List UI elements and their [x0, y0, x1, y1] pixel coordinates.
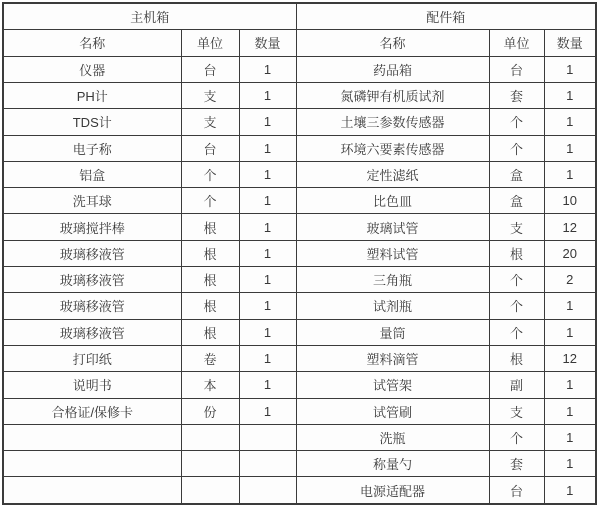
table-cell: 套 [489, 451, 544, 477]
table-row [3, 135, 596, 161]
table-cell: 1 [239, 345, 296, 371]
column-header: 名称 [296, 30, 489, 56]
table-cell: 1 [544, 135, 596, 161]
table-cell: 1 [239, 214, 296, 240]
table-cell: 药品箱 [296, 56, 489, 82]
table-cell: 根 [489, 345, 544, 371]
table-cell: 台 [181, 135, 239, 161]
table-cell: TDS计 [3, 109, 181, 135]
table-cell: 份 [181, 398, 239, 424]
table-cell: PH计 [3, 82, 181, 108]
table-cell: 仪器 [3, 56, 181, 82]
table-cell: 塑料滴管 [296, 345, 489, 371]
table-cell: 1 [239, 109, 296, 135]
column-header-row [3, 30, 596, 56]
table-cell [181, 451, 239, 477]
table-row [3, 109, 596, 135]
table-cell: 台 [181, 56, 239, 82]
table-cell: 试管架 [296, 372, 489, 398]
column-header: 名称 [3, 30, 181, 56]
table-cell: 盒 [489, 161, 544, 187]
accessory-box-title: 配件箱 [296, 3, 596, 30]
table-cell: 支 [181, 109, 239, 135]
table-cell: 支 [489, 398, 544, 424]
table-row [3, 319, 596, 345]
table-cell: 支 [181, 82, 239, 108]
table-row [3, 240, 596, 266]
table-cell: 1 [239, 398, 296, 424]
table-cell: 玻璃移液管 [3, 293, 181, 319]
main-box-title: 主机箱 [3, 3, 296, 30]
table-cell: 1 [544, 451, 596, 477]
table-cell: 根 [489, 240, 544, 266]
table-cell: 1 [544, 372, 596, 398]
table-cell: 环境六要素传感器 [296, 135, 489, 161]
column-header: 单位 [181, 30, 239, 56]
table-cell: 合格证/保修卡 [3, 398, 181, 424]
table-cell [239, 477, 296, 504]
table-cell: 个 [489, 293, 544, 319]
table-row [3, 424, 596, 450]
table-cell: 玻璃移液管 [3, 240, 181, 266]
table-cell [239, 424, 296, 450]
table-cell: 玻璃试管 [296, 214, 489, 240]
column-header: 数量 [544, 30, 596, 56]
table-row [3, 372, 596, 398]
table-cell: 根 [181, 267, 239, 293]
table-cell: 个 [489, 109, 544, 135]
table-cell: 台 [489, 56, 544, 82]
table-cell: 支 [489, 214, 544, 240]
table-cell [3, 424, 181, 450]
table-cell: 1 [544, 82, 596, 108]
table-row [3, 188, 596, 214]
table-cell: 根 [181, 240, 239, 266]
table-cell: 电源适配器 [296, 477, 489, 504]
table-cell: 1 [239, 372, 296, 398]
table-cell: 本 [181, 372, 239, 398]
table-cell: 说明书 [3, 372, 181, 398]
table-cell: 根 [181, 319, 239, 345]
table-cell: 玻璃移液管 [3, 267, 181, 293]
table-cell: 打印纸 [3, 345, 181, 371]
table-cell: 土壤三参数传感器 [296, 109, 489, 135]
section-title-row [3, 3, 596, 30]
table-cell: 洗耳球 [3, 188, 181, 214]
table-cell: 12 [544, 214, 596, 240]
table-cell: 2 [544, 267, 596, 293]
column-header: 数量 [239, 30, 296, 56]
table-cell: 洗瓶 [296, 424, 489, 450]
table-cell [239, 451, 296, 477]
table-row [3, 451, 596, 477]
table-row [3, 398, 596, 424]
table-cell: 试剂瓶 [296, 293, 489, 319]
inventory-table-body [3, 3, 596, 504]
table-cell: 1 [239, 188, 296, 214]
table-row [3, 161, 596, 187]
table-cell: 根 [181, 214, 239, 240]
table-cell: 塑料试管 [296, 240, 489, 266]
table-cell: 台 [489, 477, 544, 504]
table-cell: 个 [181, 188, 239, 214]
inventory-table [2, 2, 597, 505]
table-cell [3, 477, 181, 504]
table-cell: 1 [239, 56, 296, 82]
table-cell: 1 [544, 109, 596, 135]
table-cell: 三角瓶 [296, 267, 489, 293]
table-cell: 个 [489, 319, 544, 345]
table-cell: 盒 [489, 188, 544, 214]
table-row [3, 293, 596, 319]
table-cell: 12 [544, 345, 596, 371]
table-cell: 套 [489, 82, 544, 108]
table-cell: 个 [489, 267, 544, 293]
table-row [3, 345, 596, 371]
table-row [3, 214, 596, 240]
table-cell [181, 424, 239, 450]
table-cell: 1 [239, 135, 296, 161]
table-cell: 比色皿 [296, 188, 489, 214]
table-cell: 称量勺 [296, 451, 489, 477]
table-cell: 1 [239, 293, 296, 319]
table-row [3, 477, 596, 504]
table-cell: 氮磷钾有机质试剂 [296, 82, 489, 108]
table-cell: 玻璃移液管 [3, 319, 181, 345]
table-cell: 电子称 [3, 135, 181, 161]
table-cell: 个 [181, 161, 239, 187]
table-cell: 副 [489, 372, 544, 398]
table-cell: 10 [544, 188, 596, 214]
table-cell: 试管刷 [296, 398, 489, 424]
table-cell: 卷 [181, 345, 239, 371]
table-cell: 1 [544, 161, 596, 187]
table-cell [181, 477, 239, 504]
table-cell: 1 [544, 319, 596, 345]
table-cell: 个 [489, 135, 544, 161]
column-header: 单位 [489, 30, 544, 56]
table-row [3, 267, 596, 293]
table-cell: 1 [239, 82, 296, 108]
table-row [3, 56, 596, 82]
table-cell: 玻璃搅拌棒 [3, 214, 181, 240]
table-row [3, 82, 596, 108]
table-cell: 铝盒 [3, 161, 181, 187]
table-cell: 1 [239, 161, 296, 187]
table-cell: 个 [489, 424, 544, 450]
table-cell: 根 [181, 293, 239, 319]
table-cell: 1 [239, 267, 296, 293]
table-cell [3, 451, 181, 477]
table-cell: 量筒 [296, 319, 489, 345]
table-cell: 1 [544, 398, 596, 424]
table-cell: 1 [544, 477, 596, 504]
table-cell: 1 [544, 56, 596, 82]
table-cell: 1 [544, 293, 596, 319]
table-cell: 1 [239, 240, 296, 266]
table-cell: 1 [239, 319, 296, 345]
table-cell: 定性滤纸 [296, 161, 489, 187]
table-cell: 20 [544, 240, 596, 266]
table-cell: 1 [544, 424, 596, 450]
